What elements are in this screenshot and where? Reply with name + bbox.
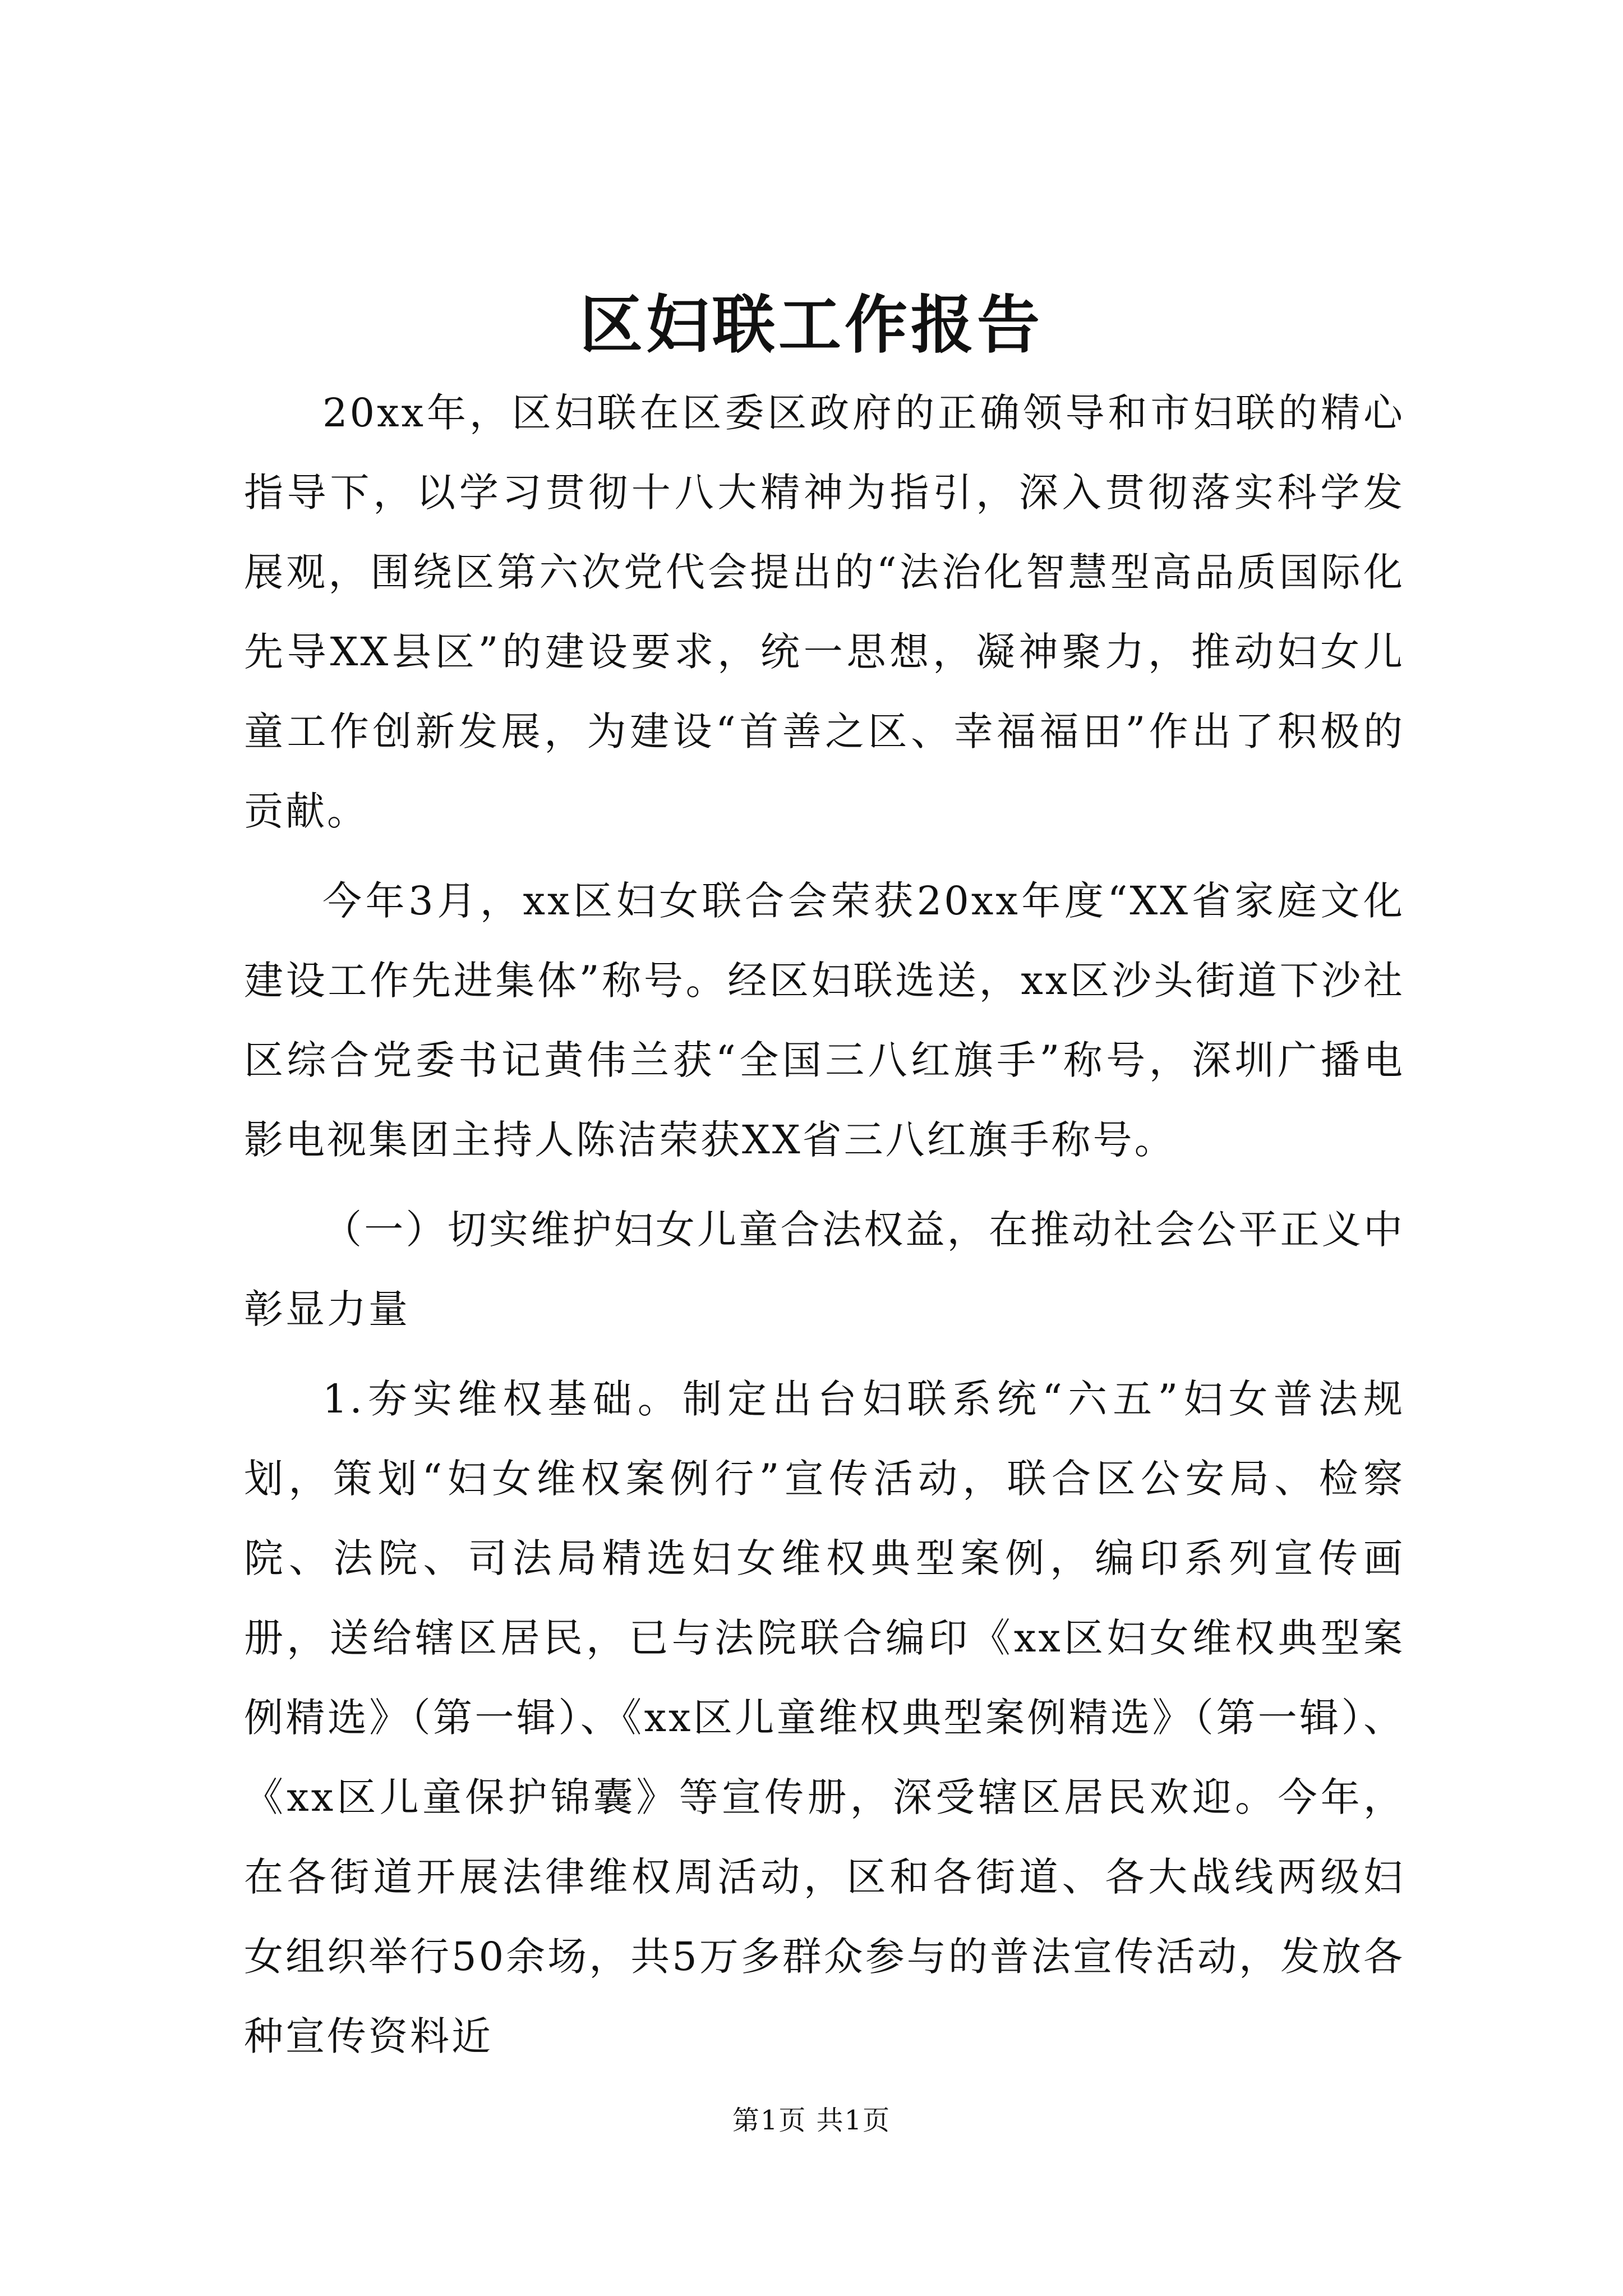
page-footer: 第1页 共1页	[732, 2105, 891, 2136]
document-body	[244, 373, 1405, 2086]
paragraph-item-1: 1.夯实维权基础。制定出台妇联系统“六五”妇女普法规划，策划“妇女维权案例行”宣传活动，联合区公安局、检察院、法院、司法局精选妇女维权典型案例，编印系列宣传画册，送给辖区居民，已与法院联合编印《xx区妇女维权典型案例精选》（第一辑）、《xx区儿童维权典型案例精选》（第一辑）、《xx区儿童保护锦囊》等宣传册，深受辖区居民欢迎。今年，在各街道开展法律维权周活动，区和各街道、各大战线两级妇女组织举行50余场，共5万多群众参与的普法宣传活动，发放各种宣传资料近	[244, 1376, 1405, 2059]
paragraph-intro: 20xx年，区妇联在区委区政府的正确领导和市妇联的精心指导下，以学习贯彻十八大精神为指引，深入贯彻落实科学发展观，围绕区第六次党代会提出的“法治化智慧型高品质国际化先导XX县区”的建设要求，统一思想，凝神聚力，推动妇女儿童工作创新发展，为建设“首善之区、幸福福田”作出了积极的贡献。	[244, 390, 1405, 834]
paragraph-honors: 今年3月，xx区妇女联合会荣获20xx年度“XX省家庭文化建设工作先进集体”称号。经区妇联选送，xx区沙头街道下沙社区综合党委书记黄伟兰获“全国三八红旗手”称号，深圳广播电影电视集团主持人陈洁荣获XX省三八红旗手称号。	[244, 878, 1405, 1163]
section-heading-1: （一）切实维护妇女儿童合法权益，在推动社会公平正义中彰显力量	[244, 1207, 1405, 1332]
document-title: 区妇联工作报告	[580, 288, 1043, 362]
